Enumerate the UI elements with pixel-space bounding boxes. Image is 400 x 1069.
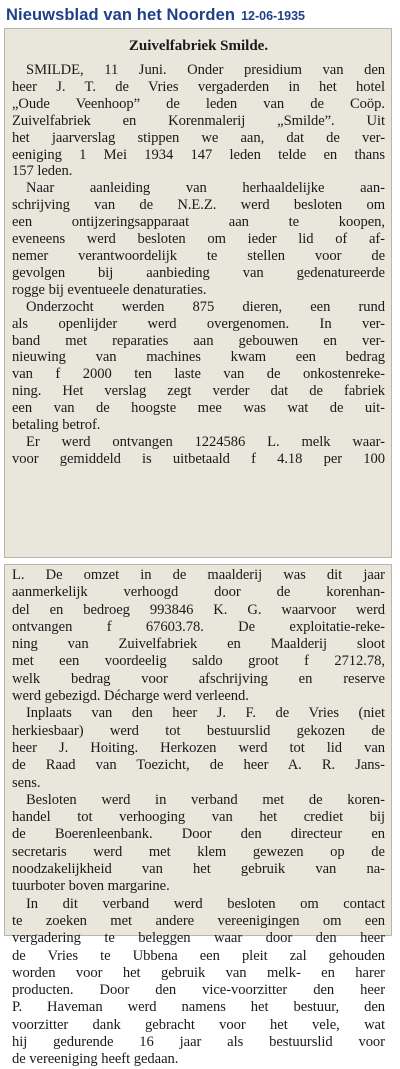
text-line: sens. [12,774,41,791]
text-line: ning van Zuivelfabriek en Maalderij sloot [12,636,385,653]
article-body-part-2 [12,567,385,1069]
text-line: herkiesbaar) werd tot bestuurslid gekozen de [12,722,385,739]
text-line: voor gemiddeld is uitbetaald f 4.18 per 100 [12,450,385,467]
text-line: Naar aanleiding van herhaaldelijke aan- [26,180,385,197]
text-line: een van de hoogste mee was wat de uit- [12,400,385,417]
text-line: als openlijder werd overgenomen. In ver- [12,315,385,332]
text-line: werd gebezigd. Décharge werd verleend. [12,688,249,705]
text-line: P. Haveman werd namens het bestuur, den [12,999,385,1016]
text-line: noodzakelijkheid van het gebruik van na- [12,861,385,878]
text-line: Besloten werd in verband met de koren- [26,791,385,808]
text-line: nemer verantwoordelijk te stellen voor de [12,247,385,264]
text-line: L. De omzet in de maalderij was dit jaar [12,567,385,583]
text-line: handel tot verhooging van het crediet bij [12,809,385,826]
text-line: ontvangen f 67603.78. De exploitatie-reke- [12,618,385,635]
text-line: Er werd ontvangen 1224586 L. melk waar- [26,433,385,450]
text-line: de Vries te Ubbena een pleit zal gehouden [12,947,385,964]
article-body-part-1 [12,62,385,468]
text-line: Zuivelfabriek en Korenmalerij „Smilde”. Uit [12,112,385,129]
text-line: Inplaats van den heer J. F. de Vries (niet [26,705,385,722]
article-title: Zuivelfabriek Smilde. [128,38,269,54]
newspaper-name: Nieuwsblad van het Noorden [6,6,236,24]
text-line: schrijving van de N.E.Z. werd besloten om [12,197,385,214]
article-clipping-part-2 [4,564,392,1068]
text-line: te zoeken met andere vereenigingen om een [12,912,385,929]
text-line: ning. Het verslag zegt verder dat de fabriek [12,383,385,400]
text-line: nieuwing van machines kwam een bedrag [12,349,385,366]
text-line: de Raad van Toezicht, de heer A. R. Jans- [12,757,385,774]
text-line: eeniging 1 Mei 1934 147 leden telde en thans [12,146,385,163]
text-line: heer J. Hoiting. Herkozen werd tot lid van [12,739,385,756]
newspaper-header [0,0,400,30]
text-line: rogge bij eventueele denaturaties. [12,281,207,298]
text-line: welk bedrag voor afschrijving en reserve [12,670,385,687]
text-line: voorzitter dank gebracht voor het vele, wat [12,1016,385,1033]
text-line: een ontijzeringsapparaat aan te koopen, [12,214,385,231]
text-line: de vereeniging heeft gedaan. [12,1051,179,1068]
text-line: het jaarverslag stippen we aan, dat de ver- [12,129,385,146]
text-line: tuurboter boven margarine. [12,878,170,895]
text-line: eveneens werd besloten om ieder lid of af- [12,231,385,248]
text-line: „Oude Veenhoop” de leden van de Coöp. [12,95,385,112]
text-line: del en bedroeg 993846 K. G. waarvoor werd [12,601,385,618]
text-line: de Boerenleenbank. Door den directeur en [12,826,385,843]
text-line: secretaris werd met klem gewezen op de [12,843,385,860]
text-line: gevolgen bij aanbieding van gedenatureerde [12,264,385,281]
text-line: worden voor het gebruik van melk- en harer [12,964,385,981]
text-line: van f 2000 ten laste van de onkostenreke- [12,366,385,383]
text-line: Onderzocht werden 875 dieren, een rund [26,298,385,315]
text-line: aanmerkelijk verhoogd door de korenhan- [12,584,385,601]
text-line: hij gedurende 16 jaar als bestuurslid voor [12,1034,385,1051]
publication-date: 12-06-1935 [241,9,306,23]
article-clipping-part-1 [4,28,392,558]
text-line: SMILDE, 11 Juni. Onder presidium van den [26,62,385,78]
text-line: 157 leden. [12,163,73,180]
text-line: In dit verband werd besloten om contact [26,895,385,912]
text-line: band met reparaties aan gebouwen en ver- [12,332,385,349]
text-line: heer J. T. de Vries vergaderden in het hotel [12,78,385,95]
text-line: met een voordeelig saldo groot f 2712.78, [12,653,385,670]
text-line: vergadering te beleggen waar door den heer [12,930,385,947]
text-line: producten. Door den vice-voorzitter den heer [12,982,385,999]
text-line: betaling betrof. [12,417,101,434]
